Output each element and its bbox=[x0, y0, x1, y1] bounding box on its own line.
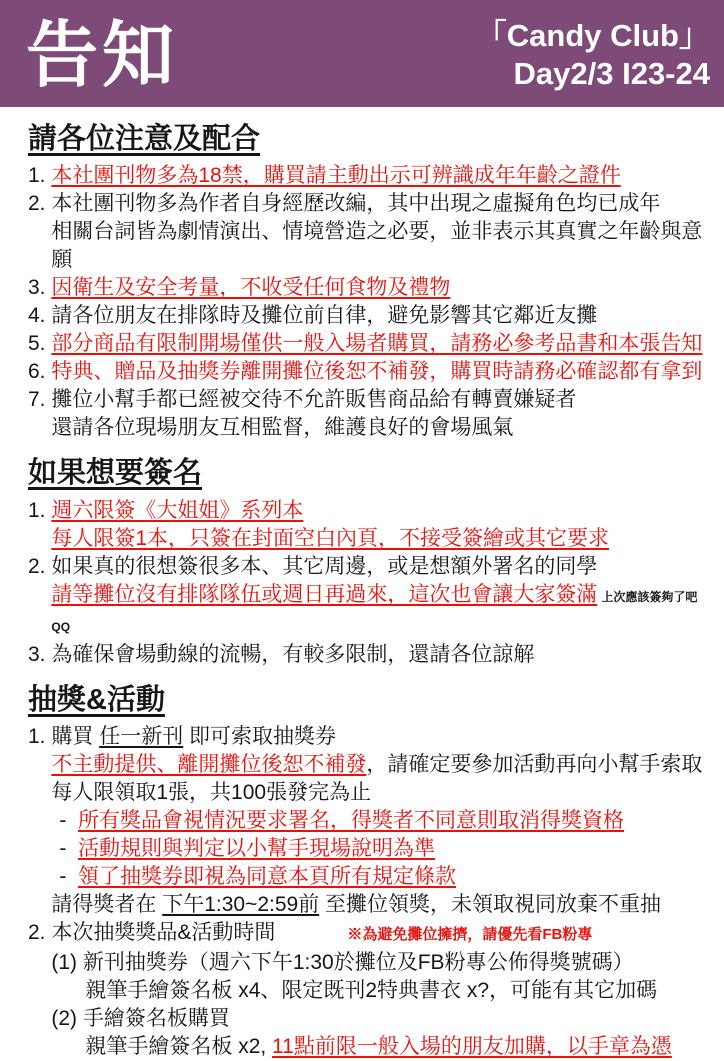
item-lines bbox=[51, 162, 710, 190]
page-header bbox=[0, 0, 724, 107]
item-marker: 1. bbox=[28, 725, 52, 749]
item-marker: 1. bbox=[28, 164, 52, 188]
text-line bbox=[59, 835, 710, 863]
text-segment: 任一新刊 bbox=[99, 725, 184, 749]
notice-section bbox=[28, 457, 710, 668]
text-segment: 本社團刊物多為18禁，購買請主動出示可辨識成年年齡之證件 bbox=[51, 164, 621, 188]
notice-section bbox=[28, 123, 710, 442]
text-line bbox=[51, 723, 710, 751]
text-line bbox=[51, 779, 710, 807]
text-segment: - bbox=[59, 809, 79, 833]
text-segment: 還請各位現場朋友互相監督，維護良好的會場風氣 bbox=[51, 416, 514, 440]
item-marker: 6. bbox=[28, 360, 52, 384]
text-line bbox=[51, 330, 710, 358]
text-segment: 11點前限一般入場的朋友加購，以手章為憑 bbox=[272, 1035, 672, 1059]
text-segment: 部分商品有限制開場僅供一般入場者購買，請務必參考品書和本張告知 bbox=[51, 332, 703, 356]
item-marker: 3. bbox=[28, 276, 52, 300]
list-item bbox=[28, 386, 710, 442]
text-line bbox=[51, 891, 710, 919]
text-segment: 請等攤位沒有排隊隊伍或週日再過來，這次也會讓大家簽滿 bbox=[51, 582, 598, 606]
text-line bbox=[51, 414, 710, 442]
text-segment: 每人限領取1張，共100張發完為止 bbox=[51, 781, 372, 805]
text-line bbox=[51, 525, 710, 553]
text-line bbox=[51, 162, 710, 190]
list-item bbox=[28, 723, 710, 919]
section-title: 如果想要簽名 bbox=[28, 457, 203, 490]
item-marker: 4. bbox=[28, 304, 52, 328]
item-marker: 5. bbox=[28, 332, 52, 356]
item-lines bbox=[51, 553, 710, 641]
text-segment: 至攤位領獎，未領取視同放棄不重抽 bbox=[319, 893, 662, 917]
text-segment: 請各位朋友在排隊時及攤位前自律，避免影響其它鄰近友攤 bbox=[51, 304, 598, 328]
text-line bbox=[85, 977, 710, 1005]
text-segment: 親筆手繪簽名板 x4、限定既刊2特典書衣 x?，可能有其它加碼 bbox=[85, 979, 658, 1003]
text-segment: ※為避免攤位擁擠，請優先看FB粉專 bbox=[347, 926, 593, 944]
text-segment: 本社團刊物多為作者自身經歷改編，其中出現之虛擬角色均已成年 bbox=[51, 192, 661, 216]
text-line bbox=[51, 218, 710, 274]
section-title: 抽獎&活動 bbox=[28, 683, 165, 716]
item-marker: 2. bbox=[28, 192, 52, 216]
text-segment: 親筆手繪簽名板 x2, bbox=[85, 1035, 273, 1059]
text-segment: 每人限簽1本，只簽在封面空白內頁，不接受簽繪或其它要求 bbox=[51, 526, 610, 550]
text-segment: 因衛生及安全考量，不收受任何食物及禮物 bbox=[51, 276, 451, 300]
item-marker: 2. bbox=[28, 921, 52, 945]
text-segment: 攤位小幫手都已經被交待不允許販售商品給有轉賣嫌疑者 bbox=[51, 388, 577, 412]
section-title: 請各位注意及配合 bbox=[28, 123, 261, 155]
text-segment: 活動規則與判定以小幫手現場說明為準 bbox=[78, 837, 436, 861]
item-lines bbox=[51, 274, 710, 302]
text-line bbox=[51, 553, 710, 581]
list-item bbox=[28, 641, 710, 669]
text-line bbox=[51, 497, 710, 525]
text-segment: 如果真的很想簽很多本、其它周邊，或是想額外署名的同學 bbox=[51, 554, 598, 578]
item-lines bbox=[51, 330, 710, 358]
text-line bbox=[51, 302, 710, 330]
text-line bbox=[51, 641, 710, 669]
text-segment: 本次抽獎獎品&活動時間 bbox=[51, 921, 276, 945]
text-line bbox=[51, 751, 710, 779]
item-lines bbox=[51, 358, 710, 386]
item-lines bbox=[51, 386, 710, 442]
item-marker: 3. bbox=[28, 642, 52, 666]
text-segment: ，請確定要參加活動再向小幫手索取 bbox=[366, 753, 703, 777]
text-line bbox=[59, 807, 710, 835]
item-lines bbox=[51, 190, 710, 274]
text-segment: 相關台詞皆為劇情演出、情境營造之必要，並非表示其真實之年齡與意願 bbox=[51, 220, 703, 272]
text-segment: 購買 bbox=[51, 725, 100, 749]
list-item bbox=[28, 919, 710, 1061]
text-line bbox=[85, 1033, 710, 1061]
item-marker: 2. bbox=[28, 554, 52, 578]
text-line bbox=[51, 581, 710, 641]
item-marker: 7. bbox=[28, 388, 52, 412]
list-item bbox=[28, 274, 710, 302]
text-segment: 特典、贈品及抽獎券離開攤位後恕不補發，購買時請務必確認都有拿到 bbox=[51, 360, 703, 384]
text-line bbox=[51, 190, 710, 218]
text-segment: 即可索取抽獎券 bbox=[183, 725, 337, 749]
text-segment: (1) 新刊抽獎券（週六下午1:30於攤位及FB粉專公佈得獎號碼） bbox=[51, 951, 634, 975]
event-day-booth: Day2/3 I23-24 bbox=[513, 55, 710, 91]
text-segment: 為確保會場動線的流暢，有較多限制，還請各位諒解 bbox=[51, 642, 535, 666]
item-lines bbox=[51, 641, 710, 669]
text-line bbox=[51, 274, 710, 302]
list-item bbox=[28, 358, 710, 386]
list-item bbox=[28, 302, 710, 330]
item-marker: 1. bbox=[28, 498, 52, 522]
text-segment: 所有獎品會視情況要求署名，得獎者不同意則取消得獎資格 bbox=[78, 809, 625, 833]
text-line bbox=[51, 1005, 710, 1033]
item-lines bbox=[51, 302, 710, 330]
text-segment: 不主動提供、離開攤位後恕不補發 bbox=[51, 753, 367, 777]
item-lines bbox=[51, 919, 710, 1061]
list-item bbox=[28, 162, 710, 190]
list-item bbox=[28, 330, 710, 358]
text-segment: (2) 手繪簽名板購買 bbox=[51, 1007, 230, 1031]
text-segment: 週六限簽《大姐姐》系列本 bbox=[51, 498, 304, 522]
text-line bbox=[51, 919, 710, 949]
text-line bbox=[51, 358, 710, 386]
notice-section bbox=[28, 684, 710, 1061]
page-title: 告知 bbox=[26, 15, 179, 96]
text-segment: - bbox=[59, 837, 79, 861]
text-segment: 領了抽獎券即視為同意本頁所有規定條款 bbox=[78, 865, 457, 889]
text-segment: 下午1:30~2:59前 bbox=[162, 893, 320, 917]
item-lines bbox=[51, 497, 710, 553]
text-line bbox=[51, 949, 710, 977]
text-line bbox=[51, 386, 710, 414]
list-item bbox=[28, 190, 710, 274]
text-segment: 請得獎者在 bbox=[51, 893, 163, 917]
list-item bbox=[28, 497, 710, 553]
text-line bbox=[59, 863, 710, 891]
notice-content bbox=[0, 107, 724, 1061]
event-name: 「Candy Club」 bbox=[475, 17, 710, 53]
text-segment: - bbox=[59, 865, 79, 889]
list-item bbox=[28, 553, 710, 641]
text-segment: 上次應該簽夠了吧QQ bbox=[51, 589, 698, 634]
event-info bbox=[476, 15, 710, 93]
item-lines bbox=[51, 723, 710, 919]
